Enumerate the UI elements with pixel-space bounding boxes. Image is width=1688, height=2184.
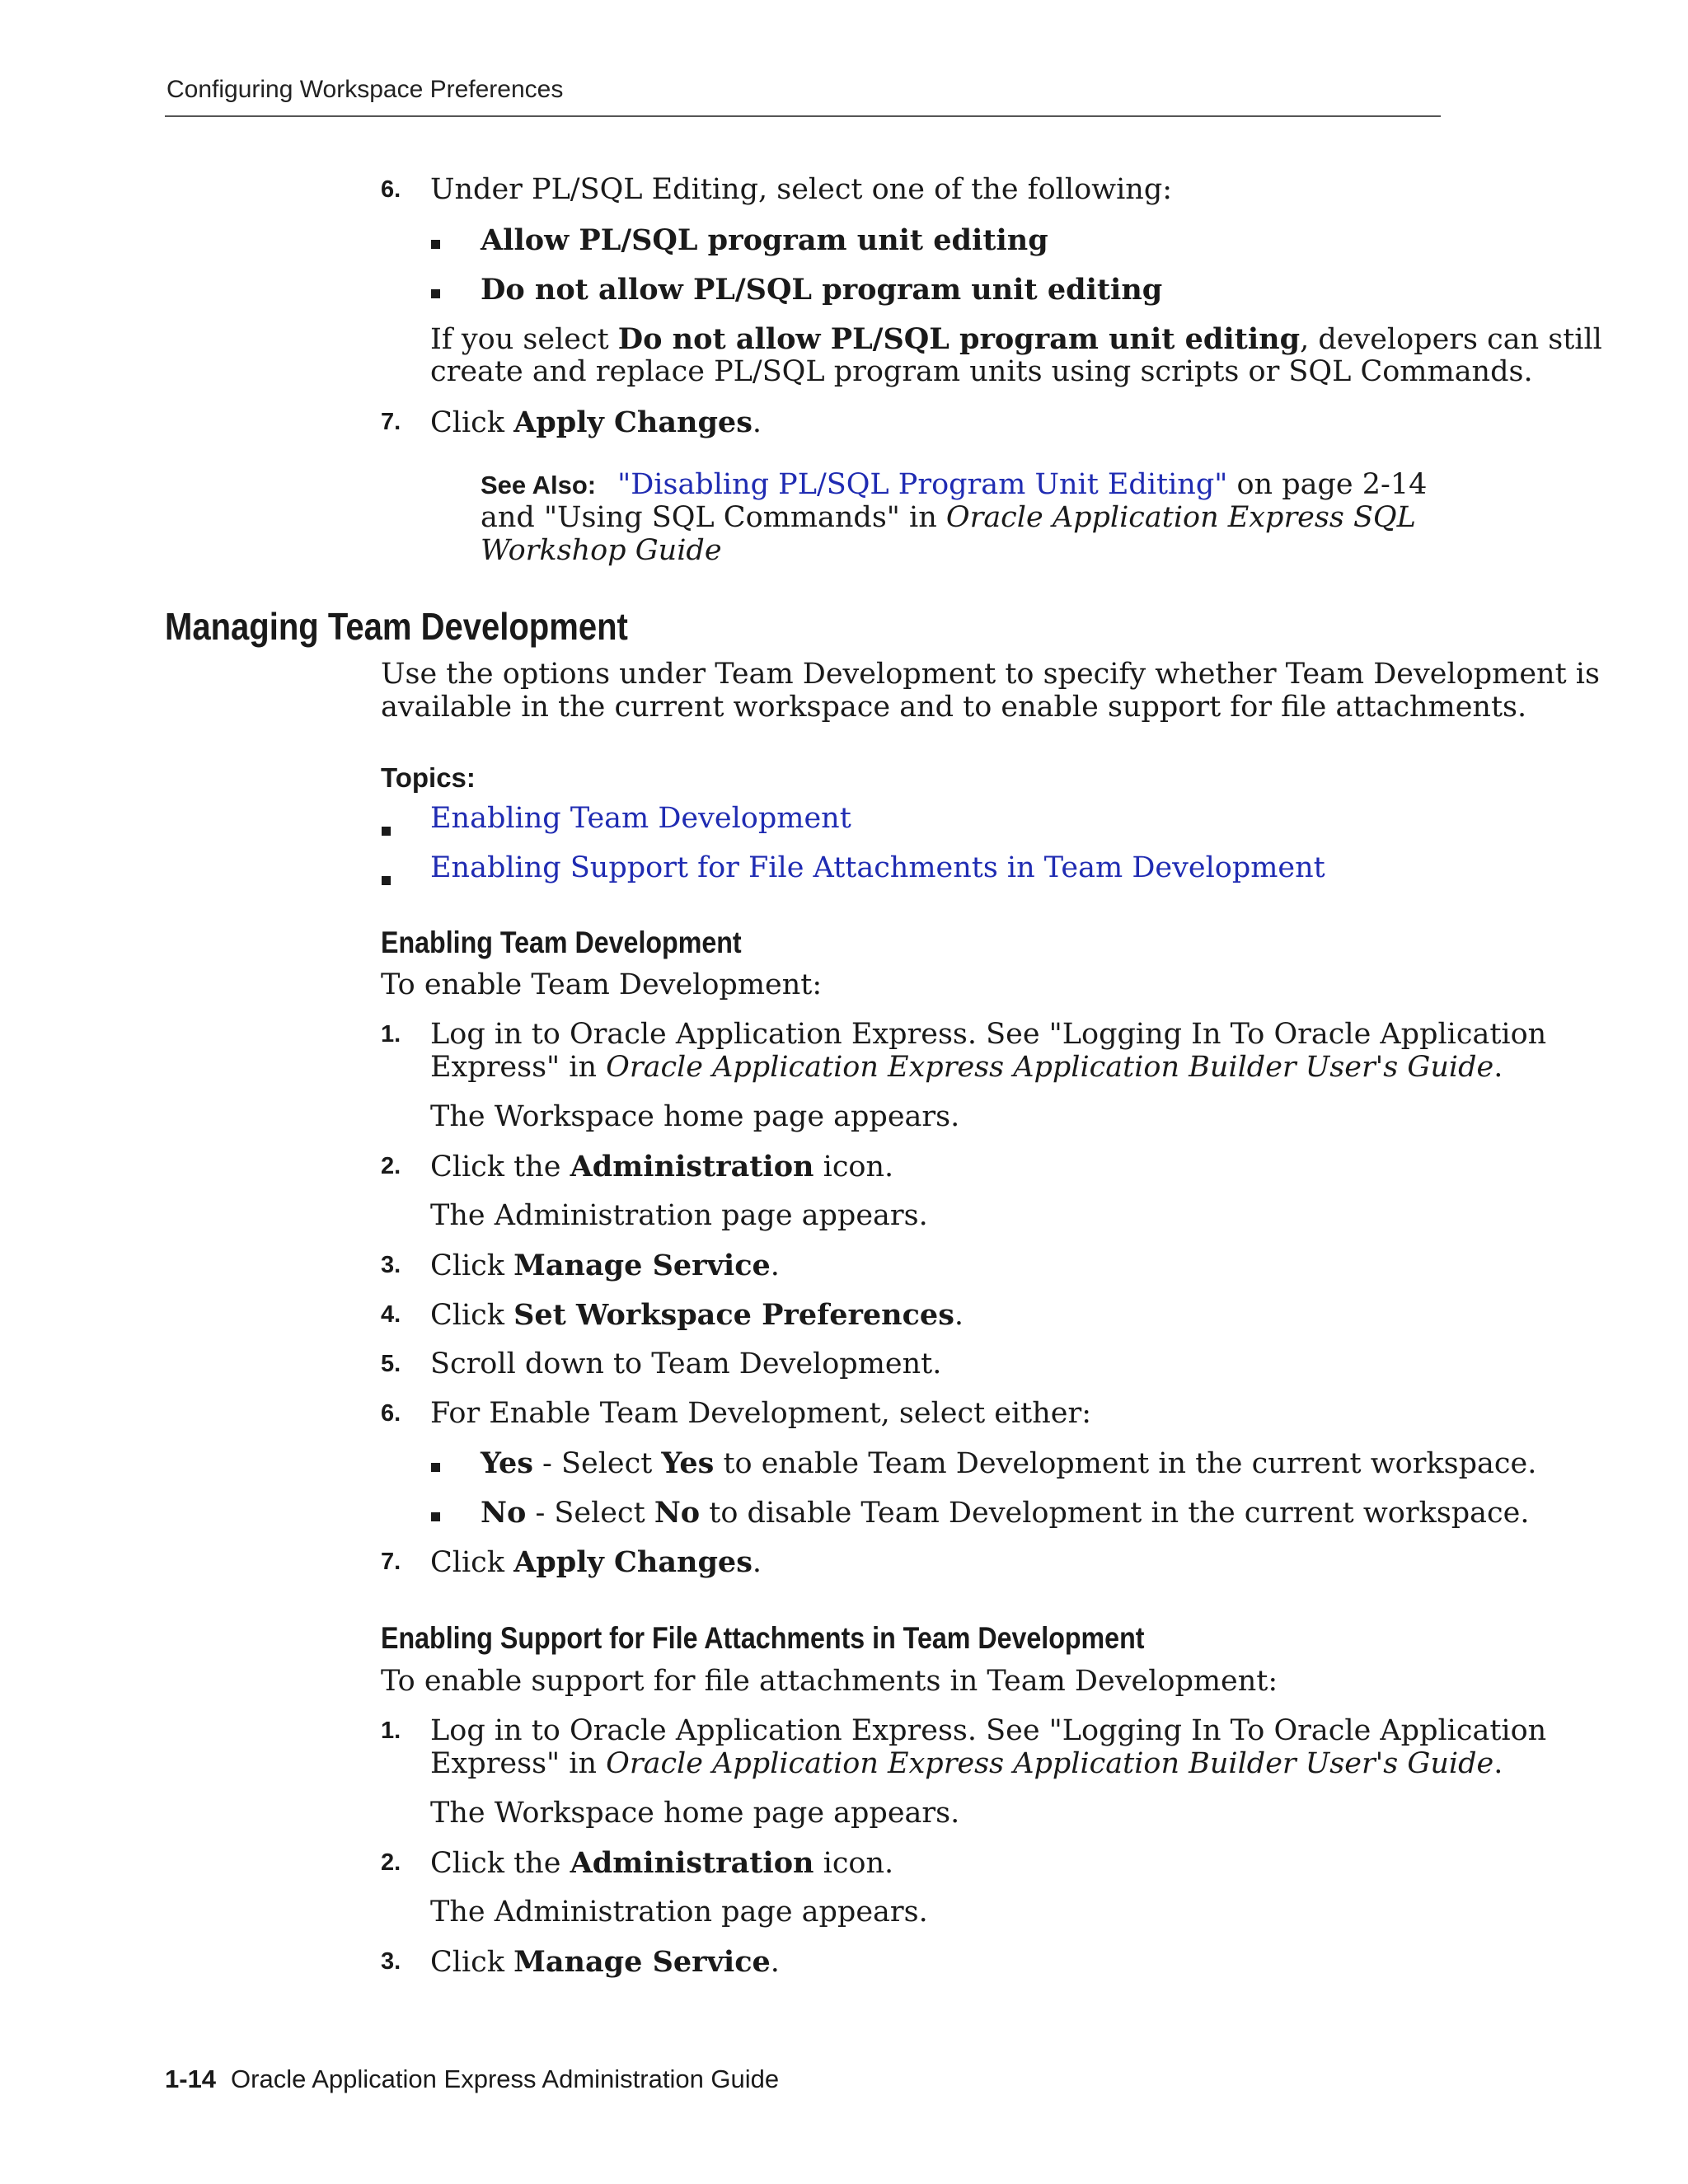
step-select: For Enable Team Development, select either: [430, 1397, 1092, 1430]
step-scroll: Scroll down to Team Development. [430, 1347, 942, 1380]
step-administration: Click the Administration icon. [430, 1846, 894, 1880]
enable-intro: To enable Team Development: [381, 968, 823, 1001]
step-number: 1. [381, 1021, 401, 1047]
topic-link-file-attachments[interactable]: Enabling Support for File Attachments in Team Development [430, 851, 1325, 884]
step-apply-changes: Click Apply Changes. [430, 405, 762, 439]
step-result: The Workspace home page appears. [430, 1100, 960, 1133]
see-also-line3: Workshop Guide [481, 534, 722, 567]
step-administration: Click the Administration icon. [430, 1150, 894, 1183]
step-number: 6. [381, 176, 401, 203]
see-also-line1: See Also: "Disabling PL/SQL Program Unit Editing" on page 2-14 [481, 468, 1428, 501]
topic-link-enabling-team-development[interactable]: Enabling Team Development [430, 802, 851, 835]
team-intro-line1: Use the options under Team Development to specify whether Team Development is [381, 658, 1600, 691]
step-number: 2. [381, 1849, 401, 1876]
step-result: The Workspace home page appears. [430, 1797, 960, 1830]
step-apply-changes: Click Apply Changes. [430, 1545, 762, 1579]
step-login-line1: Log in to Oracle Application Express. See "Logging In To Oracle Application [430, 1018, 1547, 1051]
step-manage-service: Click Manage Service. [430, 1945, 780, 1979]
plsql-note-line1: If you select Do not allow PL/SQL program unit editing, developers can still [430, 322, 1602, 356]
book-title: Oracle Application Express Administration Guide [231, 2064, 780, 2093]
bullet-icon [431, 240, 440, 249]
topics-label: Topics: [381, 762, 476, 793]
running-header: Configuring Workspace Preferences [166, 76, 564, 103]
subsection-heading: Enabling Team Development [381, 926, 742, 959]
step-number: 7. [381, 409, 401, 435]
option-no: No - Select No to disable Team Development in the current workspace. [481, 1496, 1530, 1530]
step-number: 3. [381, 1948, 401, 1975]
section-heading: Managing Team Development [165, 605, 628, 648]
step-login-line1: Log in to Oracle Application Express. See "Logging In To Oracle Application [430, 1714, 1547, 1747]
plsql-note-line2: create and replace PL/SQL program units using scripts or SQL Commands. [430, 355, 1533, 388]
step-number: 4. [381, 1301, 401, 1328]
step-result: The Administration page appears. [430, 1896, 928, 1929]
bullet-icon [382, 876, 391, 885]
subsection-heading: Enabling Support for File Attachments in Team Development [381, 1621, 1145, 1655]
option-yes: Yes - Select Yes to enable Team Development in the current workspace. [481, 1446, 1537, 1480]
page-number: 1-14 [165, 2064, 217, 2093]
step-result: The Administration page appears. [430, 1199, 928, 1232]
option-allow: Allow PL/SQL program unit editing [481, 223, 1048, 257]
bullet-icon [431, 1512, 440, 1521]
option-disallow: Do not allow PL/SQL program unit editing [481, 273, 1163, 307]
attach-intro: To enable support for file attachments in Team Development: [381, 1665, 1278, 1698]
see-also-label: See Also: [481, 471, 597, 499]
step-text: Under PL/SQL Editing, select one of the following: [430, 173, 1173, 206]
team-intro-line2: available in the current workspace and to enable support for file attachments. [381, 691, 1527, 724]
step-number: 7. [381, 1549, 401, 1575]
step-number: 6. [381, 1400, 401, 1427]
step-number: 2. [381, 1153, 401, 1179]
step-login-line2: Express" in Oracle Application Express Application Builder User's Guide. [430, 1747, 1503, 1780]
step-set-workspace-preferences: Click Set Workspace Preferences. [430, 1298, 964, 1332]
disabling-plsql-link[interactable]: "Disabling PL/SQL Program Unit Editing" [617, 468, 1228, 501]
step-number: 5. [381, 1351, 401, 1377]
step-login-line2: Express" in Oracle Application Express Application Builder User's Guide. [430, 1051, 1503, 1084]
step-number: 1. [381, 1718, 401, 1744]
step-number: 3. [381, 1252, 401, 1278]
step-manage-service: Click Manage Service. [430, 1249, 780, 1282]
bullet-icon [431, 289, 440, 298]
bullet-icon [382, 827, 391, 836]
page-footer [165, 2064, 779, 2094]
bullet-icon [431, 1463, 440, 1472]
see-also-line2: and "Using SQL Commands" in Oracle Application Express SQL [481, 501, 1416, 534]
header-rule [165, 115, 1441, 117]
